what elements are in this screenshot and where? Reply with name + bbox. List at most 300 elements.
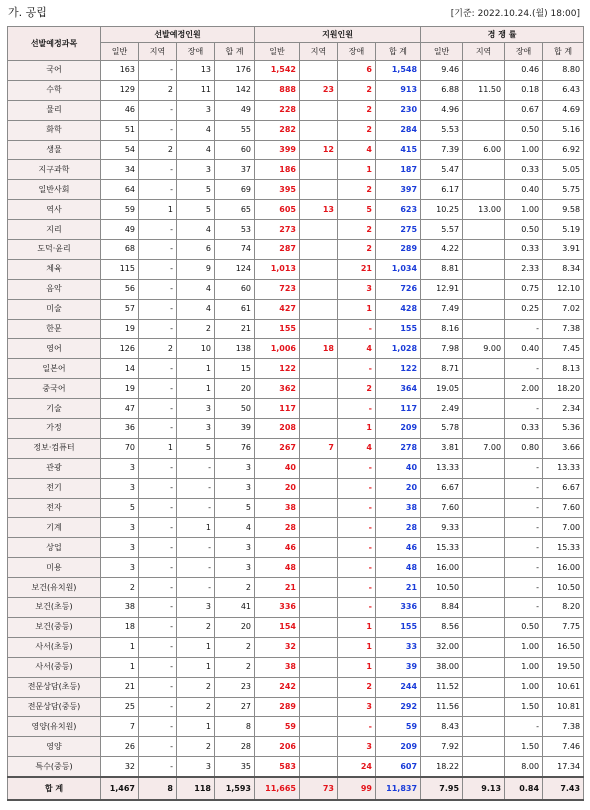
apply-region: [300, 558, 338, 578]
subject-cell: 보건(초등): [8, 598, 101, 618]
subject-cell: 전자: [8, 498, 101, 518]
apply-region: 12: [300, 140, 338, 160]
apply-total: 33: [376, 637, 421, 657]
ratio-region: [463, 637, 505, 657]
plan-region: -: [139, 458, 177, 478]
ratio-total: 16.00: [543, 558, 584, 578]
apply-total: 21: [376, 578, 421, 598]
ratio-total: 18.20: [543, 379, 584, 399]
ratio-total: 5.75: [543, 180, 584, 200]
total-row: [8, 777, 584, 800]
ratio-general: 5.53: [421, 120, 463, 140]
apply-region: [300, 399, 338, 419]
plan-region: 2: [139, 80, 177, 100]
apply-general: 1,013: [255, 259, 300, 279]
ratio-general: 7.60: [421, 498, 463, 518]
plan-region: -: [139, 518, 177, 538]
table-row: [8, 61, 584, 81]
apply-total: 607: [376, 757, 421, 777]
apply-total: 59: [376, 717, 421, 737]
ratio-general: 6.67: [421, 478, 463, 498]
apply-disabled: 2: [338, 677, 376, 697]
total-ratio-disabled: 0.84: [505, 777, 543, 800]
apply-total: 428: [376, 299, 421, 319]
apply-region: [300, 757, 338, 777]
plan-general: 26: [101, 737, 139, 757]
apply-region: [300, 160, 338, 180]
ratio-general: 38.00: [421, 657, 463, 677]
ratio-general: 16.00: [421, 558, 463, 578]
apply-region: [300, 379, 338, 399]
plan-disabled: 2: [177, 617, 215, 637]
plan-region: -: [139, 61, 177, 81]
apply-general: 20: [255, 478, 300, 498]
table-row: [8, 578, 584, 598]
plan-region: -: [139, 419, 177, 439]
col-header: 합 계: [543, 43, 584, 61]
ratio-total: 7.75: [543, 617, 584, 637]
apply-general: 117: [255, 399, 300, 419]
ratio-disabled: -: [505, 538, 543, 558]
plan-region: -: [139, 359, 177, 379]
plan-region: -: [139, 279, 177, 299]
ratio-total: 7.00: [543, 518, 584, 538]
ratio-disabled: -: [505, 319, 543, 339]
apply-disabled: -: [338, 458, 376, 478]
total-ratio-region: 9.13: [463, 777, 505, 800]
ratio-region: [463, 180, 505, 200]
apply-disabled: 1: [338, 617, 376, 637]
apply-disabled: 4: [338, 339, 376, 359]
apply-disabled: 2: [338, 240, 376, 260]
apply-general: 228: [255, 100, 300, 120]
plan-region: -: [139, 220, 177, 240]
apply-region: [300, 100, 338, 120]
ratio-region: [463, 657, 505, 677]
plan-disabled: 1: [177, 359, 215, 379]
subject-cell: 보건(중등): [8, 617, 101, 637]
plan-general: 47: [101, 399, 139, 419]
plan-total: 138: [215, 339, 255, 359]
apply-disabled: 3: [338, 697, 376, 717]
plan-region: -: [139, 677, 177, 697]
plan-general: 32: [101, 757, 139, 777]
subject-cell: 역사: [8, 200, 101, 220]
plan-general: 3: [101, 558, 139, 578]
plan-total: 35: [215, 757, 255, 777]
table-body: [8, 61, 584, 801]
plan-disabled: 3: [177, 160, 215, 180]
apply-region: [300, 279, 338, 299]
plan-general: 56: [101, 279, 139, 299]
table-row: [8, 478, 584, 498]
apply-region: [300, 737, 338, 757]
plan-disabled: 3: [177, 100, 215, 120]
ratio-region: [463, 379, 505, 399]
ratio-disabled: 0.50: [505, 617, 543, 637]
ratio-disabled: 0.25: [505, 299, 543, 319]
apply-total: 39: [376, 657, 421, 677]
ratio-region: [463, 697, 505, 717]
apply-disabled: -: [338, 518, 376, 538]
ratio-total: 8.34: [543, 259, 584, 279]
ratio-total: 7.02: [543, 299, 584, 319]
plan-total: 37: [215, 160, 255, 180]
plan-region: -: [139, 379, 177, 399]
plan-general: 1: [101, 637, 139, 657]
apply-region: [300, 478, 338, 498]
apply-total: 122: [376, 359, 421, 379]
plan-total: 8: [215, 717, 255, 737]
apply-region: [300, 180, 338, 200]
table-row: [8, 458, 584, 478]
ratio-disabled: 0.67: [505, 100, 543, 120]
table-row: [8, 120, 584, 140]
apply-disabled: -: [338, 558, 376, 578]
apply-region: [300, 240, 338, 260]
ratio-total: 9.58: [543, 200, 584, 220]
plan-disabled: 4: [177, 140, 215, 160]
subject-cell: 영어: [8, 339, 101, 359]
apply-region: [300, 538, 338, 558]
plan-total: 2: [215, 578, 255, 598]
plan-disabled: 1: [177, 657, 215, 677]
ratio-general: 13.33: [421, 458, 463, 478]
plan-region: 1: [139, 438, 177, 458]
plan-general: 25: [101, 697, 139, 717]
ratio-disabled: -: [505, 498, 543, 518]
plan-region: -: [139, 160, 177, 180]
ratio-total: 5.19: [543, 220, 584, 240]
ratio-general: 10.25: [421, 200, 463, 220]
ratio-region: [463, 319, 505, 339]
apply-total: 155: [376, 617, 421, 637]
plan-disabled: 4: [177, 279, 215, 299]
plan-total: 41: [215, 598, 255, 618]
ratio-disabled: 1.50: [505, 697, 543, 717]
plan-region: -: [139, 180, 177, 200]
apply-total: 284: [376, 120, 421, 140]
apply-region: [300, 617, 338, 637]
apply-region: 18: [300, 339, 338, 359]
plan-region: -: [139, 120, 177, 140]
plan-total: 76: [215, 438, 255, 458]
plan-total: 3: [215, 538, 255, 558]
plan-general: 129: [101, 80, 139, 100]
apply-disabled: -: [338, 359, 376, 379]
ratio-general: 7.49: [421, 299, 463, 319]
apply-disabled: -: [338, 598, 376, 618]
subject-cell: 한문: [8, 319, 101, 339]
total-apply-region: 73: [300, 777, 338, 800]
subject-cell: 사서(중등): [8, 657, 101, 677]
apply-disabled: 2: [338, 120, 376, 140]
plan-general: 19: [101, 319, 139, 339]
plan-general: 5: [101, 498, 139, 518]
plan-total: 55: [215, 120, 255, 140]
plan-general: 18: [101, 617, 139, 637]
col-header: 합 계: [215, 43, 255, 61]
apply-total: 364: [376, 379, 421, 399]
plan-general: 3: [101, 478, 139, 498]
apply-region: [300, 657, 338, 677]
table-row: [8, 419, 584, 439]
plan-region: -: [139, 717, 177, 737]
plan-general: 14: [101, 359, 139, 379]
ratio-region: [463, 458, 505, 478]
plan-total: 176: [215, 61, 255, 81]
subject-cell: 영양(유치원): [8, 717, 101, 737]
plan-total: 20: [215, 617, 255, 637]
ratio-general: 10.50: [421, 578, 463, 598]
ratio-total: 7.38: [543, 717, 584, 737]
apply-total: 28: [376, 518, 421, 538]
plan-region: -: [139, 538, 177, 558]
subject-cell: 지구과학: [8, 160, 101, 180]
apply-total: 278: [376, 438, 421, 458]
ratio-region: [463, 100, 505, 120]
ratio-general: 19.05: [421, 379, 463, 399]
plan-total: 28: [215, 737, 255, 757]
ratio-region: [463, 240, 505, 260]
table-row: [8, 160, 584, 180]
plan-disabled: 2: [177, 319, 215, 339]
ratio-general: 8.56: [421, 617, 463, 637]
subject-cell: 영양: [8, 737, 101, 757]
ratio-general: 7.39: [421, 140, 463, 160]
ratio-general: 5.78: [421, 419, 463, 439]
plan-general: 1: [101, 657, 139, 677]
ratio-region: [463, 419, 505, 439]
apply-total: 1,028: [376, 339, 421, 359]
plan-total: 27: [215, 697, 255, 717]
ratio-region: [463, 478, 505, 498]
plan-region: -: [139, 637, 177, 657]
ratio-total: 5.05: [543, 160, 584, 180]
plan-total: 4: [215, 518, 255, 538]
apply-region: 13: [300, 200, 338, 220]
ratio-region: [463, 359, 505, 379]
plan-total: 60: [215, 140, 255, 160]
plan-region: -: [139, 259, 177, 279]
total-plan-total: 1,593: [215, 777, 255, 800]
apply-region: [300, 677, 338, 697]
ratio-disabled: -: [505, 598, 543, 618]
apply-total: 336: [376, 598, 421, 618]
ratio-disabled: 0.33: [505, 419, 543, 439]
ratio-total: 3.91: [543, 240, 584, 260]
total-plan-disabled: 118: [177, 777, 215, 800]
apply-region: [300, 120, 338, 140]
apply-disabled: 1: [338, 160, 376, 180]
subject-cell: 일반사회: [8, 180, 101, 200]
apply-total: 913: [376, 80, 421, 100]
table-row: [8, 180, 584, 200]
ratio-region: [463, 299, 505, 319]
plan-general: 115: [101, 259, 139, 279]
ratio-total: 7.38: [543, 319, 584, 339]
apply-total: 397: [376, 180, 421, 200]
apply-total: 155: [376, 319, 421, 339]
plan-total: 124: [215, 259, 255, 279]
apply-disabled: 2: [338, 80, 376, 100]
ratio-total: 6.67: [543, 478, 584, 498]
ratio-disabled: 0.80: [505, 438, 543, 458]
plan-disabled: 3: [177, 598, 215, 618]
table-row: [8, 438, 584, 458]
apply-total: 244: [376, 677, 421, 697]
apply-disabled: 1: [338, 637, 376, 657]
subject-cell: 가정: [8, 419, 101, 439]
ratio-general: 18.22: [421, 757, 463, 777]
plan-total: 3: [215, 458, 255, 478]
subject-cell: 전기: [8, 478, 101, 498]
apply-general: 59: [255, 717, 300, 737]
plan-region: -: [139, 737, 177, 757]
ratio-general: 15.33: [421, 538, 463, 558]
apply-region: [300, 717, 338, 737]
ratio-region: [463, 617, 505, 637]
apply-general: 122: [255, 359, 300, 379]
plan-region: -: [139, 498, 177, 518]
subject-cell: 기계: [8, 518, 101, 538]
plan-disabled: -: [177, 458, 215, 478]
apply-general: 287: [255, 240, 300, 260]
ratio-disabled: 0.50: [505, 220, 543, 240]
plan-disabled: 4: [177, 120, 215, 140]
ratio-general: 9.46: [421, 61, 463, 81]
ratio-region: [463, 160, 505, 180]
subject-cell: 화학: [8, 120, 101, 140]
ratio-region: [463, 120, 505, 140]
ratio-total: 8.20: [543, 598, 584, 618]
table-row: [8, 598, 584, 618]
ratio-disabled: -: [505, 518, 543, 538]
table-row: [8, 737, 584, 757]
plan-general: 54: [101, 140, 139, 160]
apply-general: 282: [255, 120, 300, 140]
plan-general: 21: [101, 677, 139, 697]
apply-general: 888: [255, 80, 300, 100]
plan-general: 163: [101, 61, 139, 81]
table-row: [8, 498, 584, 518]
ratio-general: 5.57: [421, 220, 463, 240]
table-row: [8, 200, 584, 220]
ratio-region: 7.00: [463, 438, 505, 458]
plan-general: 70: [101, 438, 139, 458]
apply-disabled: 21: [338, 259, 376, 279]
apply-general: 154: [255, 617, 300, 637]
ratio-region: [463, 578, 505, 598]
ratio-disabled: -: [505, 458, 543, 478]
plan-region: -: [139, 578, 177, 598]
apply-disabled: -: [338, 578, 376, 598]
apply-total: 1,548: [376, 61, 421, 81]
subject-cell: 보건(유치원): [8, 578, 101, 598]
apply-general: 186: [255, 160, 300, 180]
apply-disabled: 2: [338, 180, 376, 200]
plan-total: 61: [215, 299, 255, 319]
apply-general: 583: [255, 757, 300, 777]
ratio-total: 2.34: [543, 399, 584, 419]
ratio-disabled: 1.00: [505, 677, 543, 697]
apply-general: 40: [255, 458, 300, 478]
subject-cell: 국어: [8, 61, 101, 81]
plan-total: 23: [215, 677, 255, 697]
plan-disabled: 5: [177, 438, 215, 458]
plan-region: -: [139, 240, 177, 260]
col-header: 일반: [101, 43, 139, 61]
ratio-disabled: 1.00: [505, 657, 543, 677]
apply-region: [300, 419, 338, 439]
apply-region: 7: [300, 438, 338, 458]
apply-disabled: 2: [338, 220, 376, 240]
apply-general: 21: [255, 578, 300, 598]
ratio-general: 7.92: [421, 737, 463, 757]
ratio-total: 7.45: [543, 339, 584, 359]
apply-total: 40: [376, 458, 421, 478]
apply-general: 267: [255, 438, 300, 458]
ratio-disabled: 8.00: [505, 757, 543, 777]
ratio-general: 8.84: [421, 598, 463, 618]
ratio-disabled: -: [505, 717, 543, 737]
table-row: [8, 279, 584, 299]
apply-disabled: 2: [338, 100, 376, 120]
table-row: [8, 637, 584, 657]
ratio-disabled: 0.50: [505, 120, 543, 140]
ratio-region: [463, 737, 505, 757]
ratio-disabled: 0.18: [505, 80, 543, 100]
plan-disabled: 1: [177, 637, 215, 657]
total-plan-general: 1,467: [101, 777, 139, 800]
subject-cell: 특수(중등): [8, 757, 101, 777]
ratio-general: 6.17: [421, 180, 463, 200]
apply-region: [300, 637, 338, 657]
plan-disabled: 11: [177, 80, 215, 100]
apply-total: 230: [376, 100, 421, 120]
plan-disabled: -: [177, 538, 215, 558]
plan-general: 59: [101, 200, 139, 220]
plan-general: 126: [101, 339, 139, 359]
plan-total: 74: [215, 240, 255, 260]
ratio-total: 17.34: [543, 757, 584, 777]
table-row: [8, 518, 584, 538]
apply-region: [300, 319, 338, 339]
plan-disabled: 5: [177, 200, 215, 220]
plan-total: 5: [215, 498, 255, 518]
apply-region: [300, 458, 338, 478]
plan-total: 69: [215, 180, 255, 200]
plan-general: 36: [101, 419, 139, 439]
apply-total: 117: [376, 399, 421, 419]
apply-total: 289: [376, 240, 421, 260]
ratio-total: 6.92: [543, 140, 584, 160]
ratio-total: 13.33: [543, 458, 584, 478]
apply-total: 292: [376, 697, 421, 717]
subject-cell: 중국어: [8, 379, 101, 399]
plan-general: 34: [101, 160, 139, 180]
plan-region: -: [139, 299, 177, 319]
ratio-disabled: 0.33: [505, 240, 543, 260]
subject-cell: 음악: [8, 279, 101, 299]
plan-disabled: 3: [177, 419, 215, 439]
ratio-general: 6.88: [421, 80, 463, 100]
ratio-disabled: -: [505, 478, 543, 498]
ratio-disabled: 0.46: [505, 61, 543, 81]
ratio-total: 7.46: [543, 737, 584, 757]
table-row: [8, 757, 584, 777]
ratio-total: 10.61: [543, 677, 584, 697]
